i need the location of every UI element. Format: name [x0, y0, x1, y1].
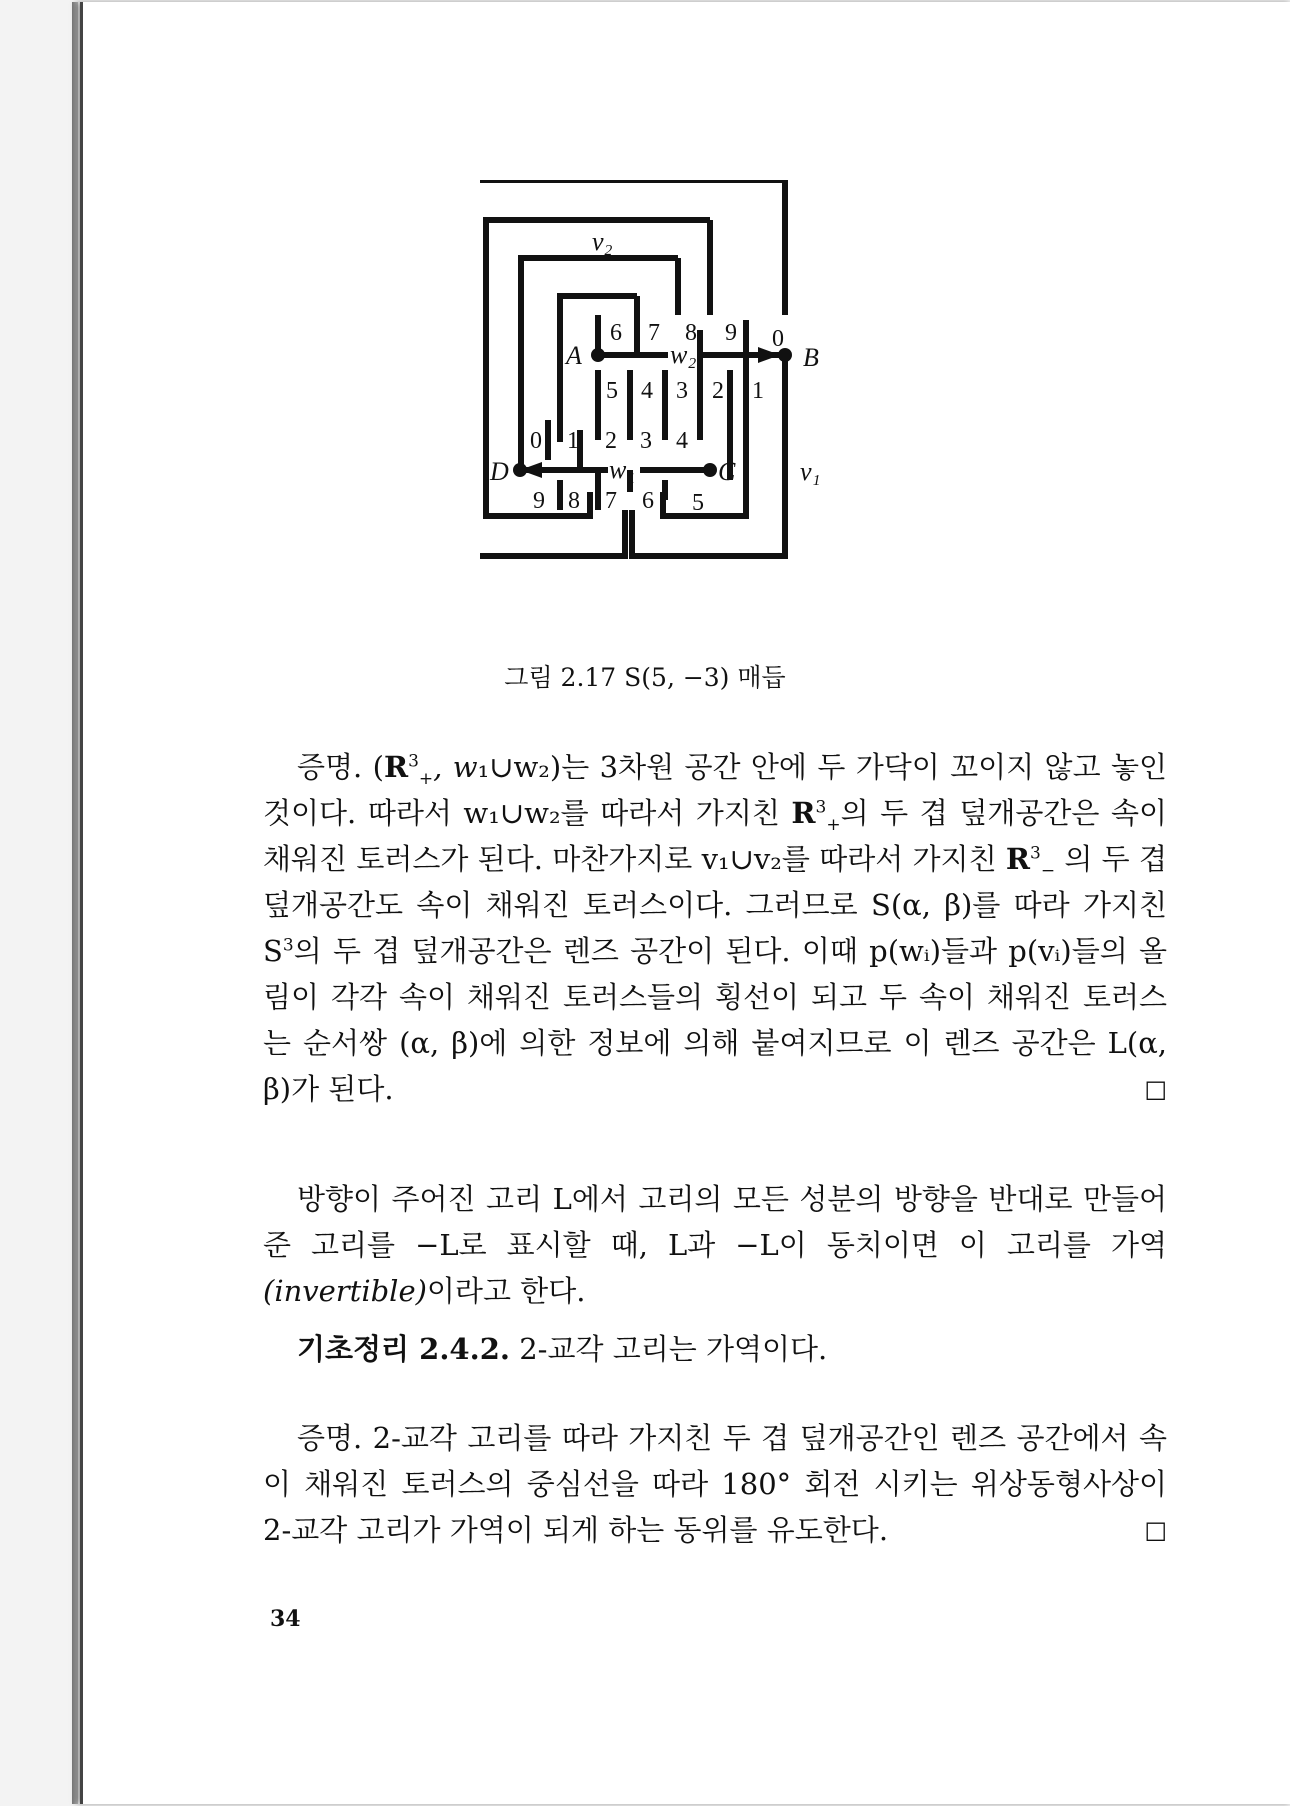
num-um-2: 2: [712, 378, 724, 404]
num-bot-6: 6: [642, 488, 654, 514]
sup-3: 3: [408, 751, 419, 772]
num-um-4: 4: [641, 378, 653, 404]
point-A: [591, 348, 605, 362]
proof-2-text: 2-교각 고리를 따라 가지친 두 겹 덮개공간인 렌즈 공간에서 속이 채워진 토러스의 중심선을 따라 180° 회전 시키는 위상동형사상이 2-교각 고리가 가역이 되게 하는 동위를 유도한다.: [263, 1421, 1167, 1547]
term-invertible: (invertible): [263, 1274, 427, 1308]
qed-square-icon: □: [1144, 1075, 1167, 1103]
qed-square-icon-2: □: [1144, 1516, 1167, 1544]
num-top-7: 7: [648, 320, 660, 346]
proof-1-text-b: , w: [433, 750, 478, 784]
symbol-R-3: R: [1005, 842, 1030, 876]
proof-1-head: 증명.: [297, 750, 363, 784]
para-2-end: 이라고 한다.: [426, 1274, 586, 1308]
figure-caption: 그림 2.17 S(5, −3) 매듭: [504, 663, 786, 692]
sup-3-3: 3: [1030, 843, 1041, 864]
sub-plus: +: [418, 768, 434, 789]
proof-1-text-e: 의 두 겹 덮개공간도 속이 채워진 토러스이다. 그러므로 S(α, β)를 따라 가지친 S: [263, 842, 1168, 968]
num-lm-2: 2: [605, 428, 617, 454]
num-bot-8: 8: [568, 488, 580, 514]
label-B: B: [803, 343, 819, 372]
lemma-head: 기초정리 2.4.2.: [297, 1332, 510, 1366]
proof-1-text-c: ₁∪w₂)는 3차원 공간 안에 두 가닥이 꼬이지 않고 놓인 것이다. 따라서 w₁∪w₂를 따라서 가지친: [263, 750, 1167, 830]
label-C: C: [718, 457, 736, 486]
num-top-6: 6: [610, 320, 622, 346]
sub-plus-2: +: [826, 814, 841, 835]
num-bot-5: 5: [692, 490, 704, 516]
paragraph-invertible: [263, 1176, 1167, 1314]
proof-1: [263, 744, 1167, 1112]
page-number: 34: [270, 1606, 301, 1632]
proof-2: [263, 1415, 1167, 1553]
point-D: [513, 463, 527, 477]
num-bot-7: 7: [605, 488, 617, 514]
proof-1-text-a: (: [362, 750, 384, 784]
num-lm-0: 0: [530, 428, 542, 454]
sup-3-4: 3: [282, 935, 294, 956]
sub-minus: −: [1040, 860, 1056, 881]
proof-1-text-f: 의 두 겹 덮개공간은 렌즈 공간이 된다. 이때 p(wᵢ)들과 p(vᵢ)들의 올림이 각각 속이 채워진 토러스들의 횡선이 되고 두 속이 채워진 토러스는 순서쌍 (α, β)에 의한 정보에 의해 붙여지므로 이 렌즈 공간은 L(α, β)가 된다.: [263, 934, 1167, 1106]
lemma-text: 2-교각 고리는 가역이다.: [509, 1332, 828, 1366]
label-v1: v₁: [800, 457, 821, 486]
label-D: D: [490, 457, 509, 486]
schubert-knot-diagram: [480, 180, 960, 640]
num-lm-1: 1: [567, 428, 579, 454]
proof-2-head: 증명.: [297, 1421, 363, 1455]
num-um-5: 5: [606, 378, 618, 404]
proof-1-text-d: 의 두 겹 덮개공간은 속이 채워진 토러스가 된다. 마찬가지로 v₁∪v₂를 따라서 가지친: [263, 796, 1168, 876]
num-lm-4: 4: [676, 428, 688, 454]
label-w2: w₂: [670, 340, 697, 369]
num-bot-9: 9: [533, 488, 545, 514]
num-top-8: 8: [685, 320, 697, 346]
num-um-1: 1: [752, 378, 764, 404]
num-top-9: 9: [725, 320, 737, 346]
label-A: A: [566, 341, 582, 370]
label-v2: v₂: [592, 227, 613, 256]
para-2-text: 방향이 주어진 고리 L에서 고리의 모든 성분의 방향을 반대로 만들어준 고리를 −L로 표시할 때, L과 −L이 동치이면 이 고리를 가역: [263, 1182, 1167, 1262]
num-lm-3: 3: [640, 428, 652, 454]
symbol-R-2: R: [791, 796, 816, 830]
num-top-0: 0: [772, 326, 784, 352]
symbol-R: R: [383, 750, 409, 784]
point-C: [703, 463, 717, 477]
book-spine-shadow: [72, 2, 78, 1804]
sup-3-2: 3: [815, 797, 827, 818]
knot-diagram-figure: [480, 180, 960, 640]
strand-outer: [480, 180, 785, 556]
num-um-3: 3: [676, 378, 688, 404]
lemma-2-4-2: [263, 1326, 1167, 1372]
label-w1: w₁: [609, 455, 636, 484]
